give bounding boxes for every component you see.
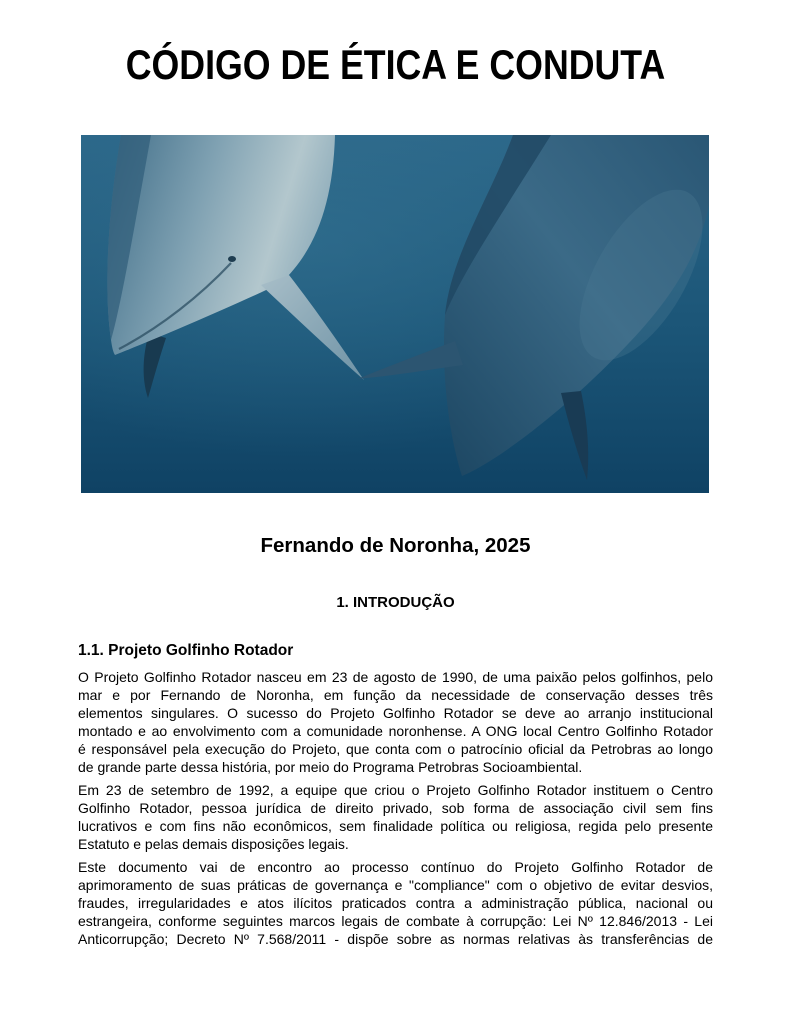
subsection-heading: 1.1. Projeto Golfinho Rotador [78, 642, 294, 659]
paragraph-line: aprimoramento de suas práticas de governança e "compliance" com o objetivo de evitar desvios, [78, 877, 713, 893]
paragraph-line: Anticorrupção; Decreto Nº 7.568/2011 - dispõe sobre as normas relativas às transferências de [78, 931, 713, 947]
section-heading: 1. INTRODUÇÃO [336, 594, 455, 611]
paragraph-line: fraudes, irregularidades e atos ilícitos praticados contra a administração pública, nacional ou [78, 895, 713, 911]
paragraph-line: O Projeto Golfinho Rotador nasceu em 23 de agosto de 1990, de uma paixão pelos golfinhos, pelo [78, 669, 713, 685]
paragraph-line: Estatuto e pelas demais disposições legais. [78, 836, 349, 852]
paragraph-line: Golfinho Rotador, pessoa jurídica de direito privado, sob forma de associação civil sem fins [78, 800, 713, 816]
paragraph [78, 781, 713, 853]
paragraph-line: lucrativos e com fins não econômicos, sem finalidade política ou religiosa, regida pelo presente [78, 818, 713, 834]
place-date: Fernando de Noronha, 2025 [260, 534, 531, 557]
left-dolphin-eye [228, 256, 236, 262]
body-text [78, 668, 713, 953]
paragraph-line: montado e ao envolvimento com a comunidade noronhense. A ONG local Centro Golfinho Rotador [78, 723, 713, 739]
paragraph-line: Este documento vai de encontro ao processo contínuo do Projeto Golfinho Rotador de [78, 859, 713, 875]
paragraph-line: elementos singulares. O sucesso do Projeto Golfinho Rotador se deve ao arranjo institucional [78, 705, 713, 721]
paragraph [78, 858, 713, 948]
paragraph-line: estrangeira, conforme seguintes marcos legais de combate à corrupção: Lei Nº 12.846/2013 - Lei [78, 913, 713, 929]
paragraph-line: mar e por Fernando de Noronha, em função da necessidade de conservação desses três [78, 687, 713, 703]
paragraph-line: de grande parte dessa história, por meio do Programa Petrobras Socioambiental. [78, 759, 583, 775]
dolphins-photo [81, 135, 709, 493]
paragraph-line: Em 23 de setembro de 1992, a equipe que criou o Projeto Golfinho Rotador instituem o Centro [78, 782, 713, 798]
document-title: CÓDIGO DE ÉTICA E CONDUTA [125, 41, 666, 88]
paragraph [78, 668, 713, 776]
paragraph-line: é responsável pela execução do Projeto, que conta com o patrocínio oficial da Petrobras ao longo [78, 741, 713, 757]
